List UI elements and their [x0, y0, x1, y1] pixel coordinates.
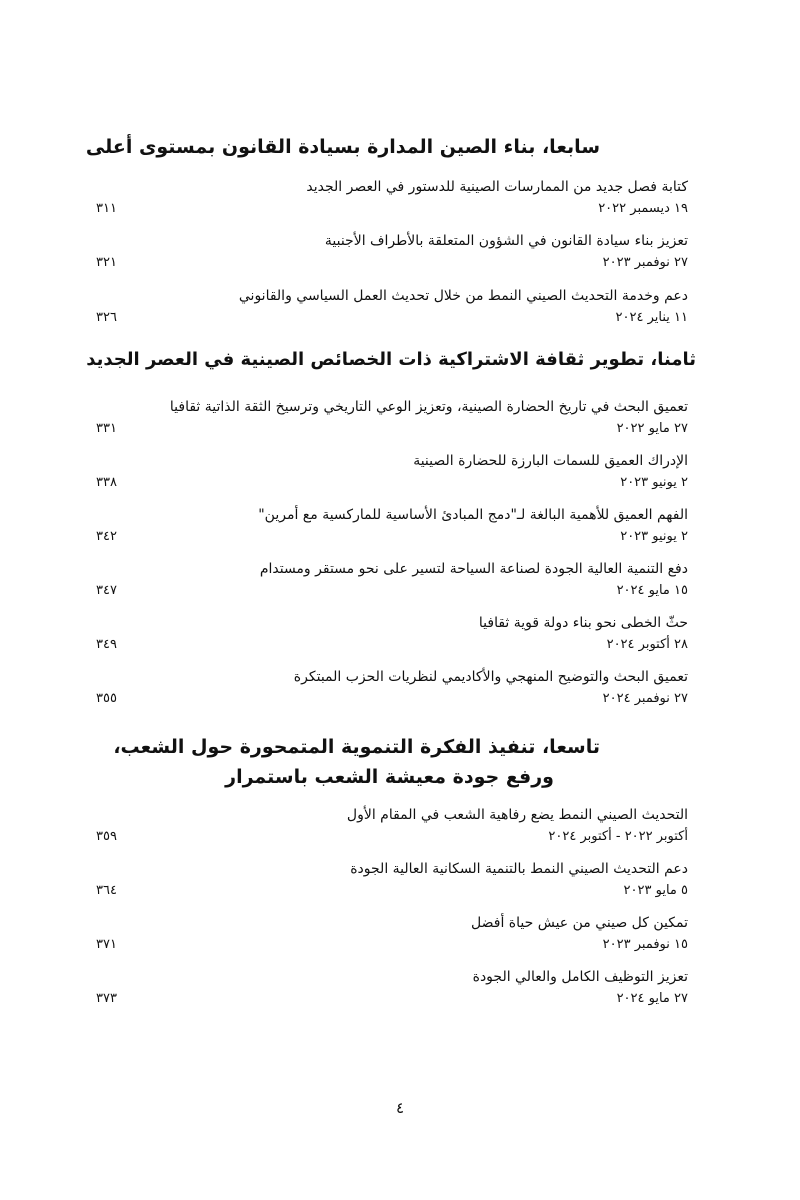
section-heading-continued: ورفع جودة معيشة الشعب باستمرار: [225, 766, 554, 788]
entry-date: ٥ مايو ٢٠٢٣: [623, 883, 688, 898]
toc-entry: [0, 913, 800, 963]
entry-page-number: ٣٥٥: [96, 691, 117, 706]
toc-entry: [0, 231, 800, 281]
entry-title: حثّ الخطى نحو بناء دولة قوية ثقافيا: [478, 615, 688, 631]
entry-page-number: ٣٤٧: [96, 583, 117, 598]
toc-entry: [0, 859, 800, 909]
entry-date: ٢٨ أكتوبر ٢٠٢٤: [606, 637, 688, 652]
toc-entry: [0, 286, 800, 336]
entry-title: الإدراك العميق للسمات البارزة للحضارة الصينية: [413, 453, 688, 469]
entry-title: تعزيز بناء سيادة القانون في الشؤون المتعلقة بالأطراف الأجنبية: [324, 233, 688, 249]
entry-page-number: ٣٣١: [96, 421, 117, 436]
entry-page-number: ٣٢٦: [96, 310, 117, 325]
section-heading: ثامنا، تطوير ثقافة الاشتراكية ذات الخصائص الصينية في العصر الجديد: [86, 349, 696, 370]
entry-date: ١٥ مايو ٢٠٢٤: [616, 583, 688, 598]
toc-entry: [0, 397, 800, 447]
entry-title: تعميق البحث والتوضيح المنهجي والأكاديمي لنظريات الحزب المبتكرة: [293, 669, 688, 685]
toc-entry: [0, 505, 800, 555]
entry-date: ٢٧ نوفمبر ٢٠٢٣: [602, 255, 688, 270]
entry-date: أكتوبر ٢٠٢٢ - أكتوبر ٢٠٢٤: [548, 829, 688, 844]
section-heading: سابعا، بناء الصين المدارة بسيادة القانون بمستوى أعلى: [85, 136, 600, 158]
entry-date: ١٥ نوفمبر ٢٠٢٣: [602, 937, 688, 952]
entry-page-number: ٣٤٩: [96, 637, 117, 652]
section-heading: تاسعا، تنفيذ الفكرة التنموية المتمحورة حول الشعب،: [113, 736, 600, 758]
entry-page-number: ٣٢١: [96, 255, 117, 270]
entry-title: دعم التحديث الصيني النمط بالتنمية السكانية العالية الجودة: [350, 861, 688, 877]
toc-entry: [0, 559, 800, 609]
entry-date: ١٩ ديسمبر ٢٠٢٢: [598, 201, 688, 216]
entry-date: ٢ يونيو ٢٠٢٣: [620, 529, 688, 544]
toc-entry: [0, 613, 800, 663]
toc-entry: [0, 805, 800, 855]
entry-page-number: ٣٦٤: [96, 883, 117, 898]
entry-title: الفهم العميق للأهمية البالغة لـ"دمج المبادئ الأساسية للماركسية مع أمرين": [258, 507, 688, 523]
entry-title: تمكين كل صيني من عيش حياة أفضل: [471, 915, 688, 931]
toc-entry: [0, 451, 800, 501]
entry-page-number: ٣٧٣: [96, 991, 117, 1006]
entry-title: تعميق البحث في تاريخ الحضارة الصينية، وتعزيز الوعي التاريخي وترسيخ الثقة الذاتية ثقافيا: [169, 399, 688, 415]
entry-page-number: ٣٣٨: [96, 475, 117, 490]
entry-page-number: ٣٥٩: [96, 829, 117, 844]
entry-date: ٢٧ مايو ٢٠٢٤: [616, 991, 688, 1006]
toc-entry: [0, 667, 800, 717]
entry-page-number: ٣٤٢: [96, 529, 117, 544]
entry-title: التحديث الصيني النمط يضع رفاهية الشعب في المقام الأول: [346, 807, 688, 823]
entry-title: دعم وخدمة التحديث الصيني النمط من خلال تحديث العمل السياسي والقانوني: [238, 288, 688, 304]
toc-entry: [0, 967, 800, 1017]
toc-entry: [0, 177, 800, 227]
entry-title: كتابة فصل جديد من الممارسات الصينية للدستور في العصر الجديد: [306, 179, 688, 195]
entry-page-number: ٣٧١: [96, 937, 117, 952]
entry-title: تعزيز التوظيف الكامل والعالي الجودة: [472, 969, 688, 985]
page-number: ٤: [395, 1099, 405, 1117]
entry-page-number: ٣١١: [96, 201, 117, 216]
entry-date: ٢٧ نوفمبر ٢٠٢٤: [602, 691, 688, 706]
entry-date: ٢ يونيو ٢٠٢٣: [620, 475, 688, 490]
entry-date: ١١ يناير ٢٠٢٤: [615, 310, 688, 325]
entry-title: دفع التنمية العالية الجودة لصناعة السياحة لتسير على نحو مستقر ومستدام: [259, 561, 688, 577]
entry-date: ٢٧ مايو ٢٠٢٢: [616, 421, 688, 436]
